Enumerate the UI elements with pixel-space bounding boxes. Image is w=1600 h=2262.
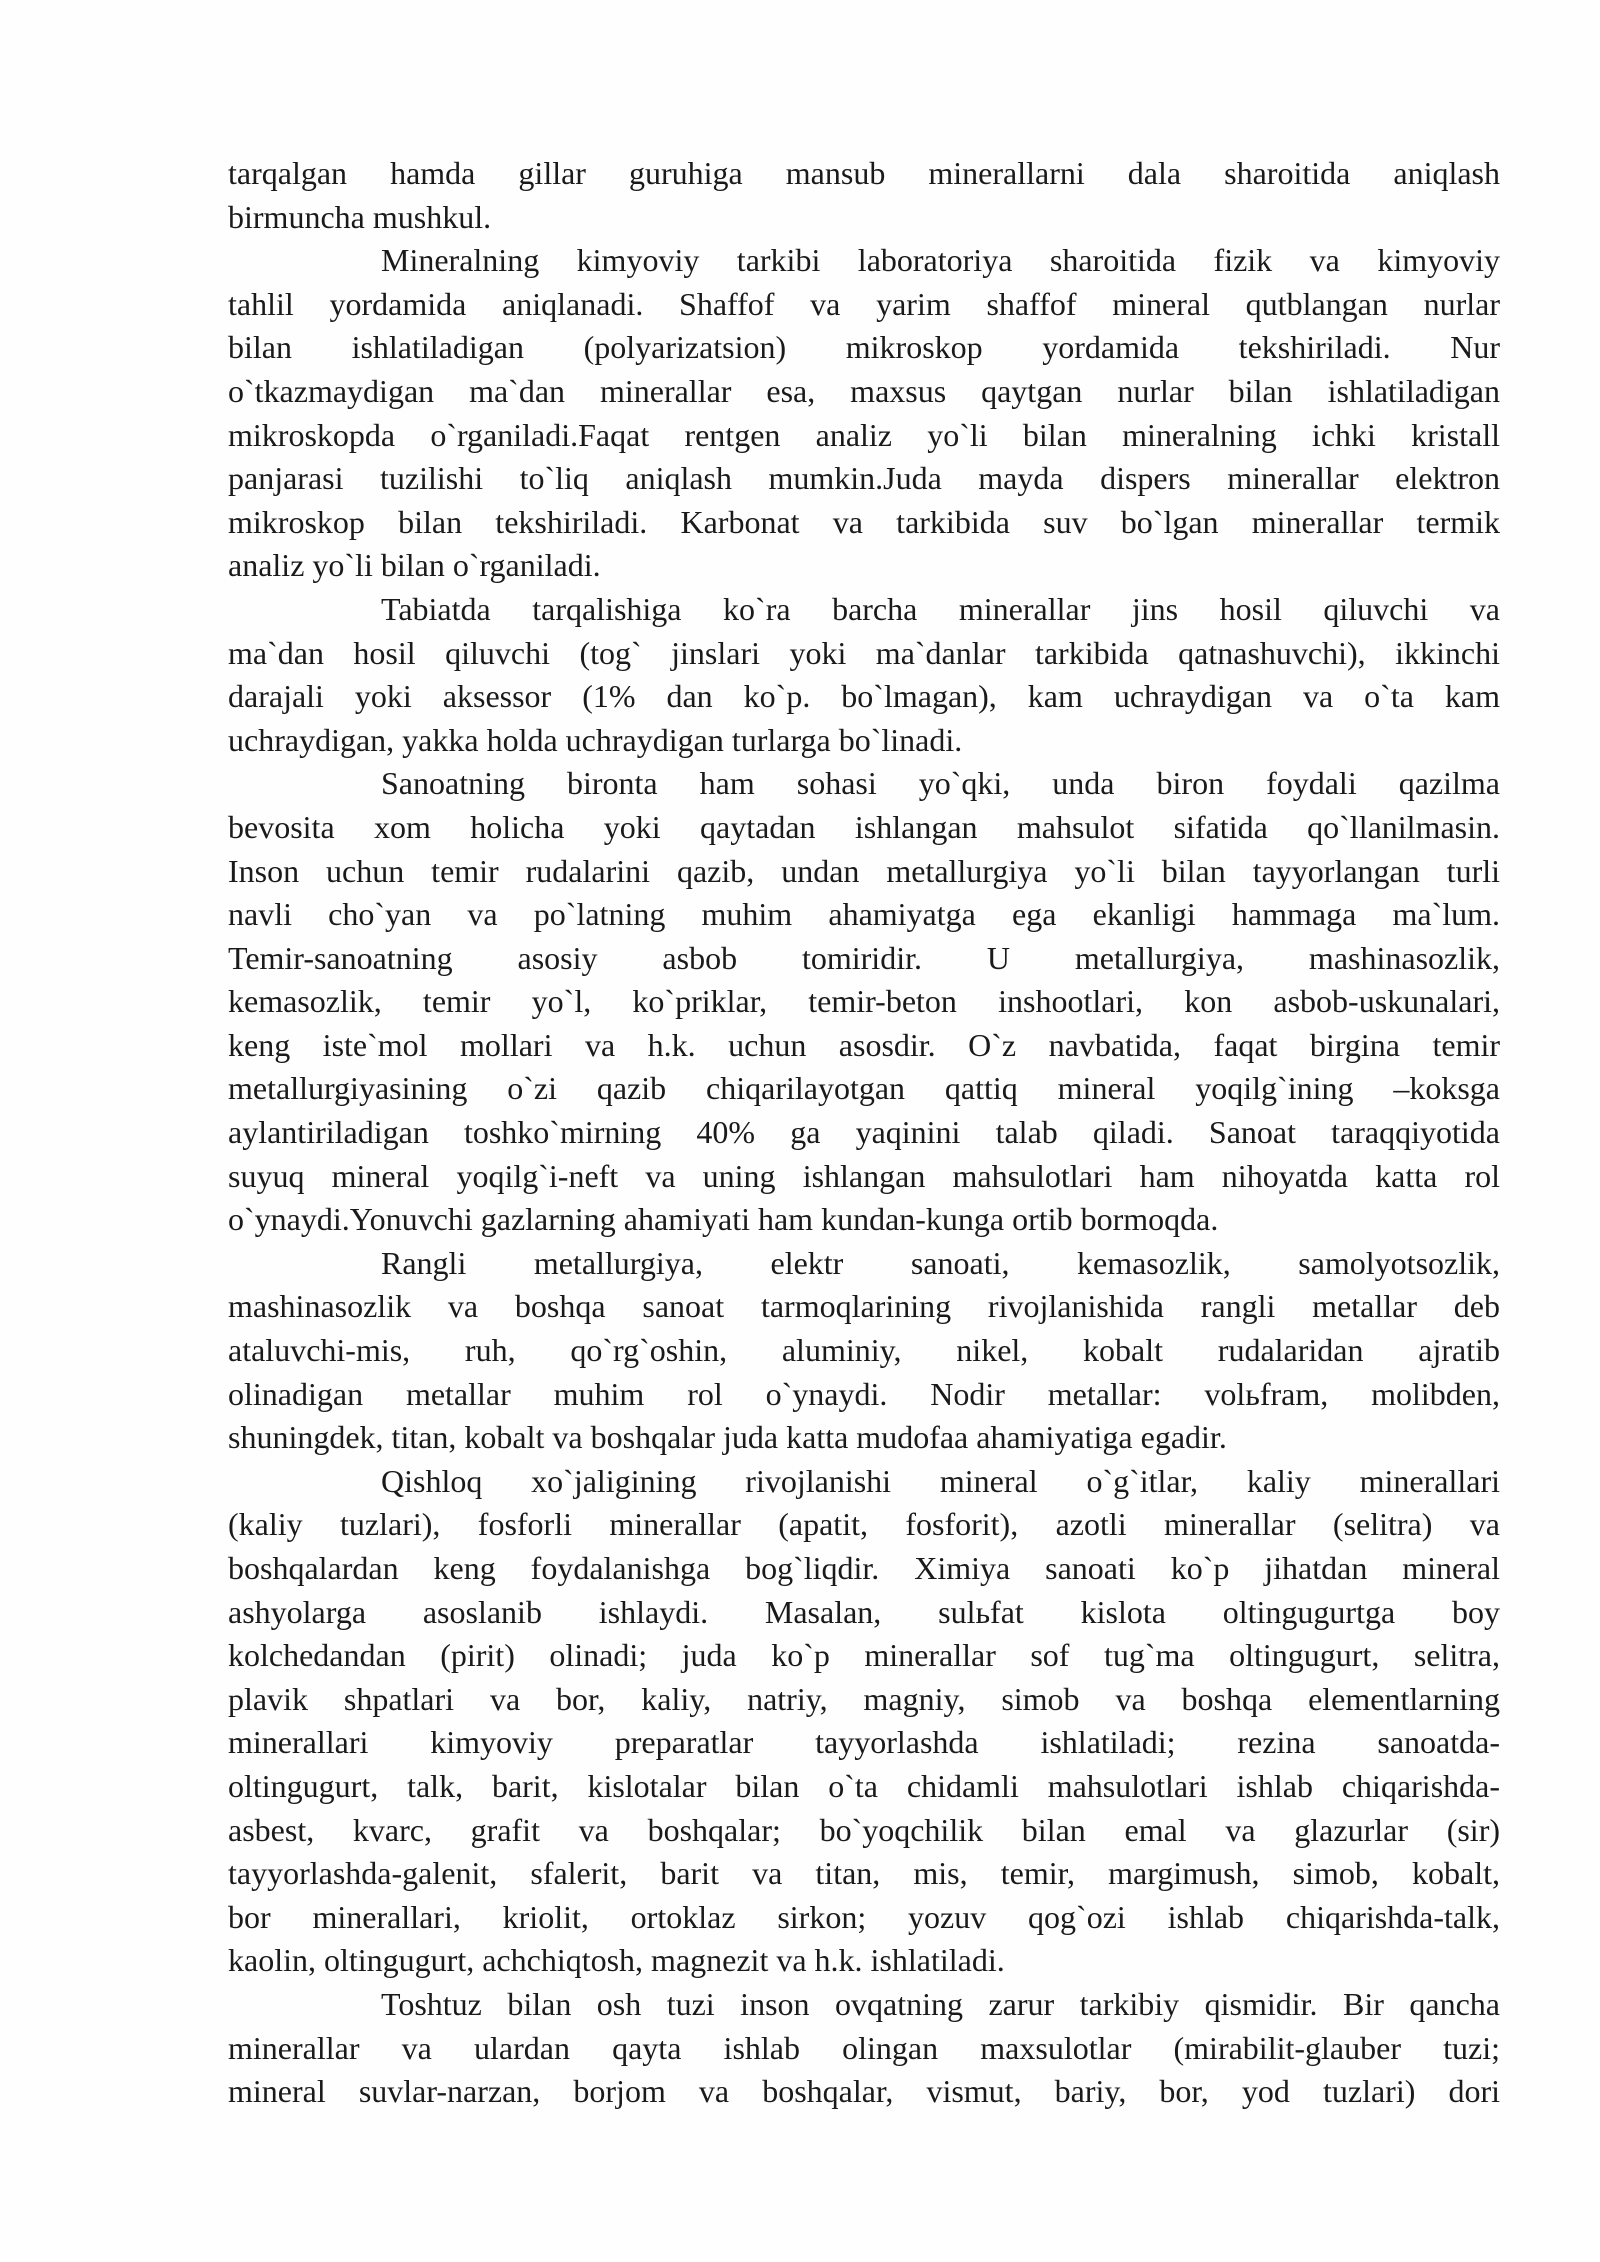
- text-line: minerallari kimyoviy preparatlar tayyorlashda ishlatiladi; rezina sanoatda-: [228, 1724, 1500, 1761]
- text-line: Inson uchun temir rudalarini qazib, undan metallurgiya yo`li bilan tayyorlangan turli: [228, 852, 1500, 889]
- text-line: Qishloq xo`jaligining rivojlanishi mineral o`g`itlar, kaliy minerallari: [381, 1462, 1500, 1499]
- text-line: darajali yoki aksessor (1% dan ko`p. bo`lmagan), kam uchraydigan va o`ta kam: [228, 678, 1500, 715]
- text-line: panjarasi tuzilishi to`liq aniqlash mumkin.Juda mayda dispers minerallar elektron: [228, 460, 1500, 497]
- text-line: o`tkazmaydigan ma`dan minerallar esa, maxsus qaytgan nurlar bilan ishlatiladigan: [228, 372, 1500, 409]
- text-line: bilan ishlatiladigan (polyarizatsion) mikroskop yordamida tekshiriladi. Nur: [228, 329, 1500, 366]
- paragraph: [228, 1983, 1500, 2114]
- text-line: aylantiriladigan toshko`mirning 40% ga yaqinini talab qiladi. Sanoat taraqqiyotida: [228, 1114, 1500, 1151]
- text-line: keng iste`mol mollari va h.k. uchun asosdir. O`z navbatida, faqat birgina temir: [228, 1026, 1500, 1063]
- text-line: shuningdek, titan, kobalt va boshqalar juda katta mudofaa ahamiyatiga egadir.: [228, 1419, 1227, 1456]
- text-line: mashinasozlik va boshqa sanoat tarmoqlarining rivojlanishida rangli metallar deb: [228, 1288, 1500, 1325]
- text-line: Rangli metallurgiya, elektr sanoati, kemasozlik, samolyotsozlik,: [381, 1244, 1500, 1281]
- text-line: boshqalardan keng foydalanishga bog`liqdir. Ximiya sanoati ko`p jihatdan mineral: [228, 1550, 1500, 1586]
- text-line: tahlil yordamida aniqlanadi. Shaffof va yarim shaffof mineral qutblangan nurlar: [228, 285, 1500, 322]
- text-line: Sanoatning bironta ham sohasi yo`qki, unda biron foydali qazilma: [381, 765, 1500, 802]
- text-line: Tabiatda tarqalishiga ko`ra barcha minerallar jins hosil qiluvchi va: [381, 590, 1500, 627]
- paragraph: [228, 152, 1500, 239]
- text-line: analiz yo`li bilan o`rganiladi.: [228, 547, 601, 584]
- paragraph: [228, 588, 1500, 762]
- text-line: Mineralning kimyoviy tarkibi laboratoriya sharoitida fizik va kimyoviy: [381, 242, 1500, 279]
- text-line: ataluvchi-mis, ruh, qo`rg`oshin, aluminiy, nikel, kobalt rudalaridan ajratib: [228, 1332, 1500, 1369]
- text-line: ashyolarga asoslanib ishlaydi. Masalan, sulьfat kislota oltingugurtga boy: [228, 1593, 1500, 1630]
- text-line: Temir-sanoatning asosiy asbob tomiridir. U metallurgiya, mashinasozlik,: [228, 939, 1500, 976]
- text-line: metallurgiyasining o`zi qazib chiqarilayotgan qattiq mineral yoqilg`ining –koksga: [228, 1070, 1500, 1107]
- text-line: tayyorlashda-galenit, sfalerit, barit va titan, mis, temir, margimush, simob, kobalt,: [228, 1855, 1500, 1892]
- text-line: navli cho`yan va po`latning muhim ahamiyatga ega ekanligi hammaga ma`lum.: [228, 896, 1500, 933]
- text-line: birmuncha mushkul.: [228, 198, 492, 235]
- text-line: uchraydigan, yakka holda uchraydigan turlarga bo`linadi.: [228, 721, 963, 758]
- text-line: bor minerallari, kriolit, ortoklaz sirkon; yozuv qog`ozi ishlab chiqarishda-talk,: [228, 1898, 1500, 1935]
- paragraph: [228, 239, 1500, 588]
- text-line: Toshtuz bilan osh tuzi inson ovqatning zarur tarkibiy qismidir. Bir qancha: [381, 1985, 1500, 2022]
- text-line: suyuq mineral yoqilg`i-neft va uning ishlangan mahsulotlari ham nihoyatda katta rol: [228, 1157, 1500, 1194]
- paragraph: [228, 1242, 1500, 1460]
- text-line: mikroskop bilan tekshiriladi. Karbonat va tarkibida suv bo`lgan minerallar termik: [228, 503, 1500, 540]
- paragraph: [228, 1460, 1500, 1983]
- text-line: kolchedandan (pirit) olinadi; juda ko`p minerallar sof tug`ma oltingugurt, selitra,: [228, 1637, 1500, 1674]
- text-line: mikroskopda o`rganiladi.Faqat rentgen analiz yo`li bilan mineralning ichki kristall: [228, 416, 1500, 453]
- text-line: plavik shpatlari va bor, kaliy, natriy, magniy, simob va boshqa elementlarning: [228, 1680, 1500, 1717]
- text-line: olinadigan metallar muhim rol o`ynaydi. Nodir metallar: volьfram, molibden,: [228, 1375, 1500, 1412]
- text-line: oltingugurt, talk, barit, kislotalar bilan o`ta chidamli mahsulotlari ishlab chiqarishda-: [228, 1767, 1500, 1804]
- text-line: bevosita xom holicha yoki qaytadan ishlangan mahsulot sifatida qo`llanilmasin.: [228, 808, 1500, 845]
- text-line: tarqalgan hamda gillar guruhiga mansub minerallarni dala sharoitida aniqlash: [228, 155, 1500, 191]
- text-line: minerallar va ulardan qayta ishlab olingan maxsulotlar (mirabilit-glauber tuzi;: [228, 2029, 1500, 2066]
- document-text: [228, 152, 1500, 2114]
- text-line: (kaliy tuzlari), fosforli minerallar (apatit, fosforit), azotli minerallar (selitra) va: [228, 1506, 1500, 1543]
- text-line: kaolin, oltingugurt, achchiqtosh, magnezit va h.k. ishlatiladi.: [228, 1942, 1005, 1979]
- text-line: ma`dan hosil qiluvchi (tog` jinslari yoki ma`danlar tarkibida qatnashuvchi), ikkinchi: [228, 634, 1500, 671]
- paragraph: [228, 762, 1500, 1242]
- text-line: kemasozlik, temir yo`l, ko`priklar, temir-beton inshootlari, kon asbob-uskunalari,: [228, 983, 1500, 1020]
- text-line: o`ynaydi.Yonuvchi gazlarning ahamiyati ham kundan-kunga ortib bormoqda.: [228, 1201, 1219, 1238]
- text-line: mineral suvlar-narzan, borjom va boshqalar, vismut, bariy, bor, yod tuzlari) dori: [228, 2073, 1500, 2110]
- text-line: asbest, kvarc, grafit va boshqalar; bo`yoqchilik bilan emal va glazurlar (sir): [228, 1811, 1500, 1848]
